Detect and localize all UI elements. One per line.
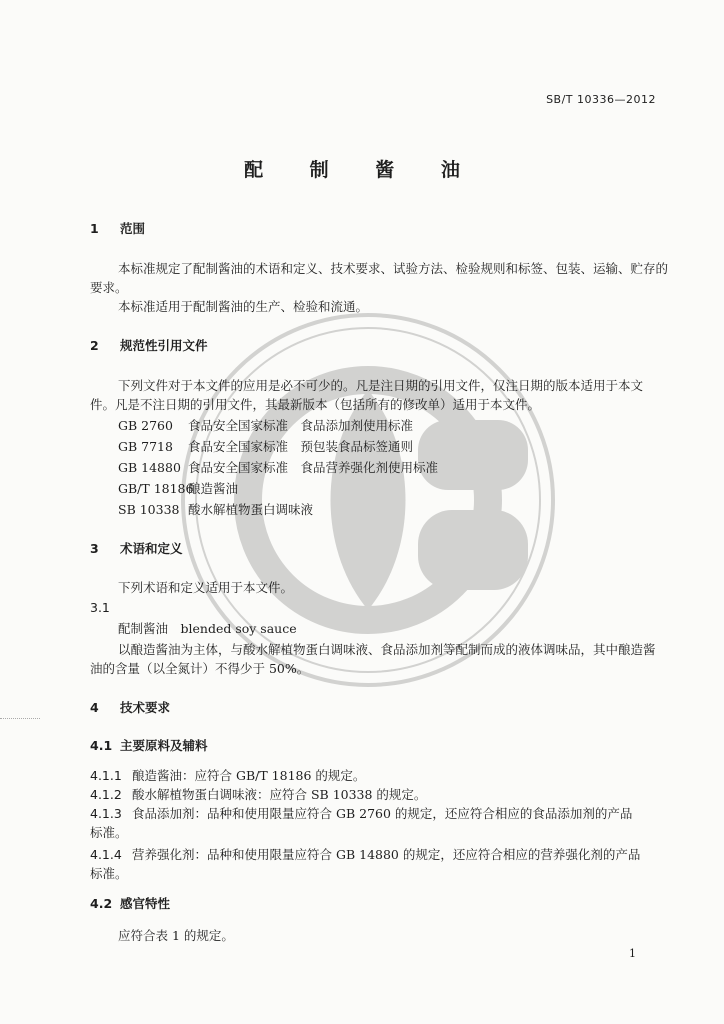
reference-item: GB/T 18186酿造酱油	[118, 481, 239, 496]
list-item: 4.1.1 酿造酱油：应符合 GB/T 18186 的规定。	[90, 768, 366, 783]
section-heading: 4 技术要求	[90, 700, 171, 715]
page-number: 1	[629, 947, 636, 960]
paragraph: 要求。	[90, 280, 128, 295]
reference-item: SB 10338 酸水解植物蛋白调味液	[118, 502, 314, 517]
paragraph: 以酿造酱油为主体，与酸水解植物蛋白调味液、食品添加剂等配制而成的液体调味品，其中酿造酱	[118, 642, 656, 657]
list-item: 4.1.3 食品添加剂：品种和使用限量应符合 GB 2760 的规定，还应符合相应的食品添加剂的产品	[90, 806, 633, 821]
section-heading: 1 范围	[90, 221, 146, 236]
list-item-continuation: 标准。	[90, 825, 128, 840]
paragraph: 下列术语和定义适用于本文件。	[118, 580, 294, 595]
standard-code: SB/T 10336—2012	[546, 93, 656, 106]
reference-item: GB 7718 食品安全国家标准 预包装食品标签通则	[118, 439, 414, 454]
list-item-continuation: 标准。	[90, 866, 128, 881]
paragraph: 本标准规定了配制酱油的术语和定义、技术要求、试验方法、检验规则和标签、包装、运输、贮存的	[118, 261, 669, 276]
list-item: 4.1.2 酸水解植物蛋白调味液：应符合 SB 10338 的规定。	[90, 787, 427, 802]
paragraph: 本标准适用于配制酱油的生产、检验和流通。	[118, 299, 369, 314]
term: 配制酱油 blended soy sauce	[118, 621, 297, 636]
paragraph: 件。凡是不注日期的引用文件，其最新版本（包括所有的修改单）适用于本文件。	[90, 397, 541, 412]
subsection-heading: 4.1 主要原料及辅料	[90, 738, 208, 753]
paragraph: 下列文件对于本文件的应用是必不可少的。凡是注日期的引用文件，仅注日期的版本适用于本文	[118, 378, 644, 393]
fold-mark	[0, 718, 40, 719]
paragraph: 油的含量（以全氮计）不得少于 50%。	[90, 661, 310, 676]
term-number: 3.1	[90, 600, 110, 615]
reference-item: GB 14880 食品安全国家标准 食品营养强化剂使用标准	[118, 460, 439, 475]
subsection-heading: 4.2 感官特性	[90, 896, 171, 911]
section-heading: 3 术语和定义	[90, 541, 183, 556]
reference-item: GB 2760 食品安全国家标准 食品添加剂使用标准	[118, 418, 414, 433]
page-title: 配 制 酱 油	[244, 159, 480, 181]
watermark-seal-icon	[168, 300, 568, 700]
section-heading: 2 规范性引用文件	[90, 338, 208, 353]
list-item: 4.1.4 营养强化剂：品种和使用限量应符合 GB 14880 的规定，还应符合相应的营养强化剂的产品	[90, 847, 641, 862]
paragraph: 应符合表 1 的规定。	[118, 928, 234, 943]
